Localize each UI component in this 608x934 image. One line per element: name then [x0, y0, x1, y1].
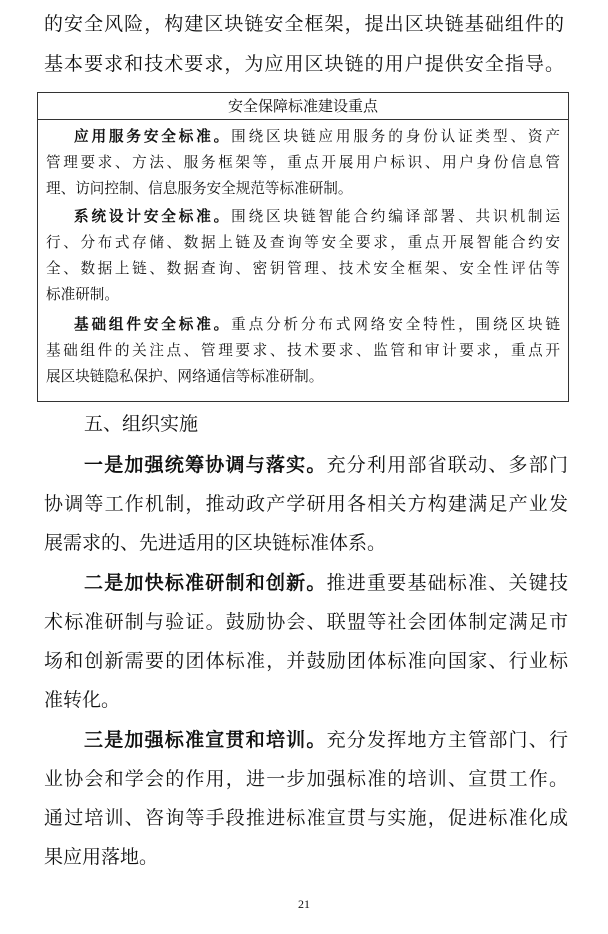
key-points-box: [37, 92, 569, 402]
box-item-line: 基础组件的关注点、管理要求、技术要求、监管和审计要求，重点开: [46, 342, 560, 359]
box-item-first-line: [74, 315, 560, 335]
paragraph-first-line: [84, 727, 568, 753]
paragraph-line: 果应用落地。: [44, 846, 159, 868]
box-item-line: 全、数据上链、数据查询、密钥管理、技术安全框架、安全性评估等: [46, 260, 560, 277]
paragraph-line: 场和创新需要的团体标准，并鼓励团体标准向国家、行业标: [44, 650, 568, 672]
box-item-first-line: [74, 127, 560, 147]
box-item-line: 展区块链隐私保护、网络通信等标准研制。: [46, 368, 324, 385]
paragraph-line: 业协会和学会的作用，进一步加强标准的培训、宣贯工作。: [44, 768, 568, 790]
page-number: 21: [298, 897, 310, 911]
section-heading: 五、组织实施: [84, 413, 199, 435]
box-item-line: 行、分布式存储、数据上链及查询等安全要求，重点开展智能合约安: [46, 234, 560, 251]
box-item-line: 标准研制。: [46, 286, 119, 303]
paragraph-text: 充分利用部省联动、多部门: [326, 454, 568, 476]
paragraph-heading: 二是加快标准研制和创新。: [84, 572, 327, 594]
paragraph-text: 推进重要基础标准、关键技: [326, 572, 568, 594]
box-item-text: 围绕区块链应用服务的身份认证类型、资产: [231, 128, 560, 145]
paragraph-line: 协调等工作机制，推动政产学研用各相关方构建满足产业发: [44, 493, 568, 515]
box-item-line: 理、访问控制、信息服务安全规范等标准研制。: [46, 180, 353, 197]
paragraph-heading: 三是加强标准宣贯和培训。: [84, 729, 327, 751]
paragraph-line: 术标准研制与验证。鼓励协会、联盟等社会团体制定满足市: [44, 611, 568, 633]
paragraph-line: 展需求的、先进适用的区块链标准体系。: [44, 532, 387, 554]
box-item-heading: 系统设计安全标准。: [74, 208, 232, 225]
box-item-text: 重点分析分布式网络安全特性，围绕区块链: [231, 316, 560, 333]
paragraph-first-line: [84, 570, 568, 596]
box-item-heading: 基础组件安全标准。: [74, 316, 232, 333]
paragraph-first-line: [84, 452, 568, 478]
paragraph-heading: 一是加强统筹协调与落实。: [84, 454, 327, 476]
box-item-heading: 应用服务安全标准。: [74, 128, 232, 145]
paragraph-line: 通过培训、咨询等手段推进标准宣贯与实施，促进标准化成: [44, 807, 568, 829]
box-item-first-line: [74, 207, 560, 227]
paragraph-text: 充分发挥地方主管部门、行: [326, 729, 568, 751]
intro-line: 基本要求和技术要求，为应用区块链的用户提供安全指导。: [44, 53, 564, 75]
box-item-line: 管理要求、方法、服务框架等，重点开展用户标识、用户身份信息管: [46, 154, 560, 171]
intro-line: 的安全风险，构建区块链安全框架，提出区块链基础组件的: [44, 13, 564, 35]
paragraph-line: 准转化。: [44, 689, 121, 711]
box-item-text: 围绕区块链智能合约编译部署、共识机制运: [231, 208, 560, 225]
box-title: 安全保障标准建设重点: [38, 93, 568, 120]
